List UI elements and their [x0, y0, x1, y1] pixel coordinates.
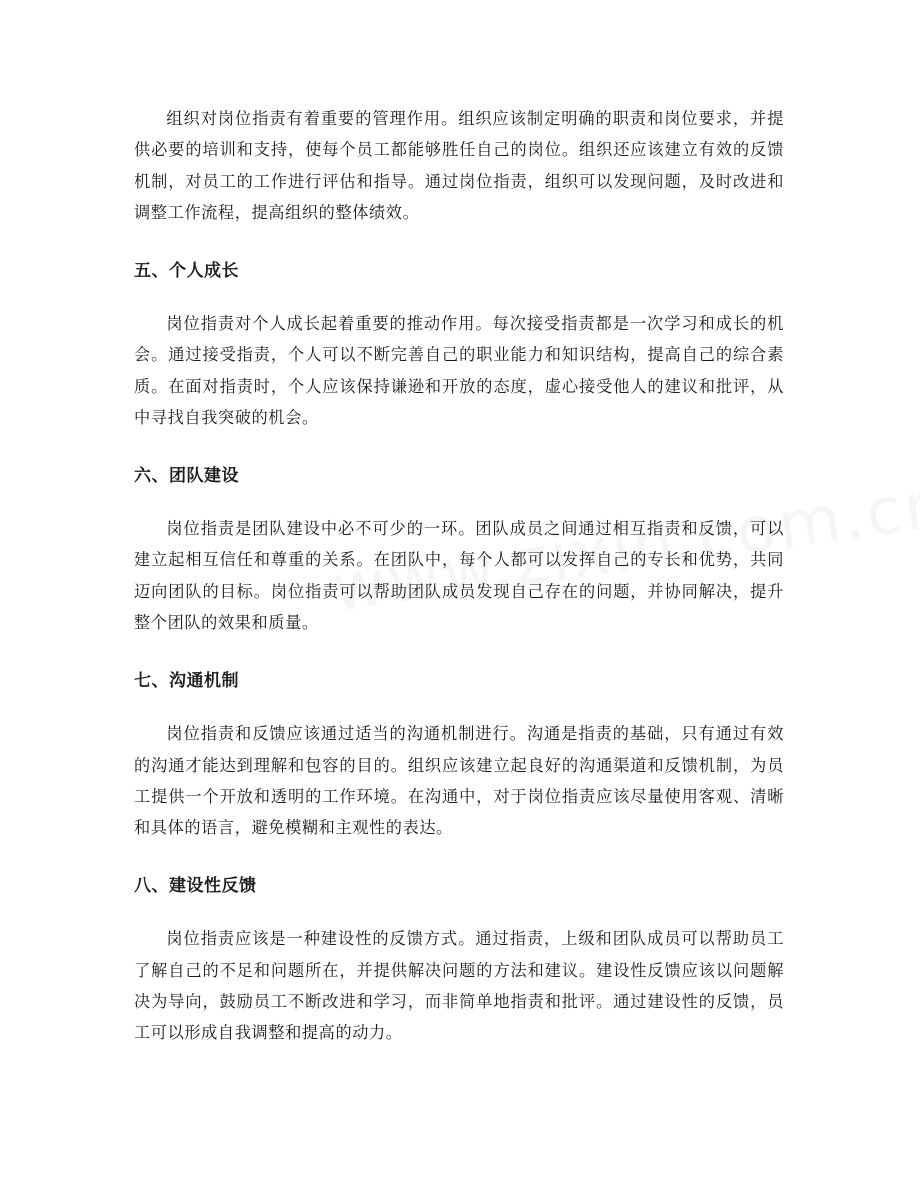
section-heading-team-building: 六、团队建设: [134, 465, 239, 486]
section-body-communication: 岗位指责和反馈应该通过适当的沟通机制进行。沟通是指责的基础，只有通过有效的沟通才能达到理解和包容的目的。组织应该建立起良好的沟通渠道和反馈机制，为员工提供一个开放和透明的工作环境。在沟通中，对于岗位指责应该尽量使用客观、清晰和具体的语言，避免模糊和主观性的表达。: [134, 724, 784, 838]
section-body-constructive-feedback: 岗位指责应该是一种建设性的反馈方式。通过指责，上级和团队成员可以帮助员工了解自己的不足和问题所在，并提供解决问题的方法和建议。建设性反馈应该以问题解决为导向，鼓励员工不断改进和学习，而非简单地指责和批评。通过建设性的反馈，员工可以形成自我调整和提高的动力。: [134, 929, 784, 1043]
section-heading-communication: 七、沟通机制: [134, 670, 239, 691]
section-body-personal-growth: 岗位指责对个人成长起着重要的推动作用。每次接受指责都是一次学习和成长的机会。通过接受指责，个人可以不断完善自己的职业能力和知识结构，提高自己的综合素质。在面对指责时，个人应该保持谦逊和开放的态度，虚心接受他人的建议和批评，从中寻找自我突破的机会。: [134, 314, 784, 428]
intro-paragraph: 组织对岗位指责有着重要的管理作用。组织应该制定明确的职责和岗位要求，并提供必要的培训和支持，使每个员工都能够胜任自己的岗位。组织还应该建立有效的反馈机制，对员工的工作进行评估和指导。通过岗位指责，组织可以发现问题，及时改进和调整工作流程，提高组织的整体绩效。: [134, 109, 784, 223]
section-body-team-building: 岗位指责是团队建设中必不可少的一环。团队成员之间通过相互指责和反馈，可以建立起相互信任和尊重的关系。在团队中，每个人都可以发挥自己的专长和优势，共同迈向团队的目标。岗位指责可以帮助团队成员发现自己存在的问题，并协同解决，提升整个团队的效果和质量。: [134, 519, 784, 633]
section-heading-constructive-feedback: 八、建设性反馈: [134, 875, 257, 896]
section-heading-personal-growth: 五、个人成长: [134, 260, 239, 281]
document-body: [134, 103, 784, 1049]
